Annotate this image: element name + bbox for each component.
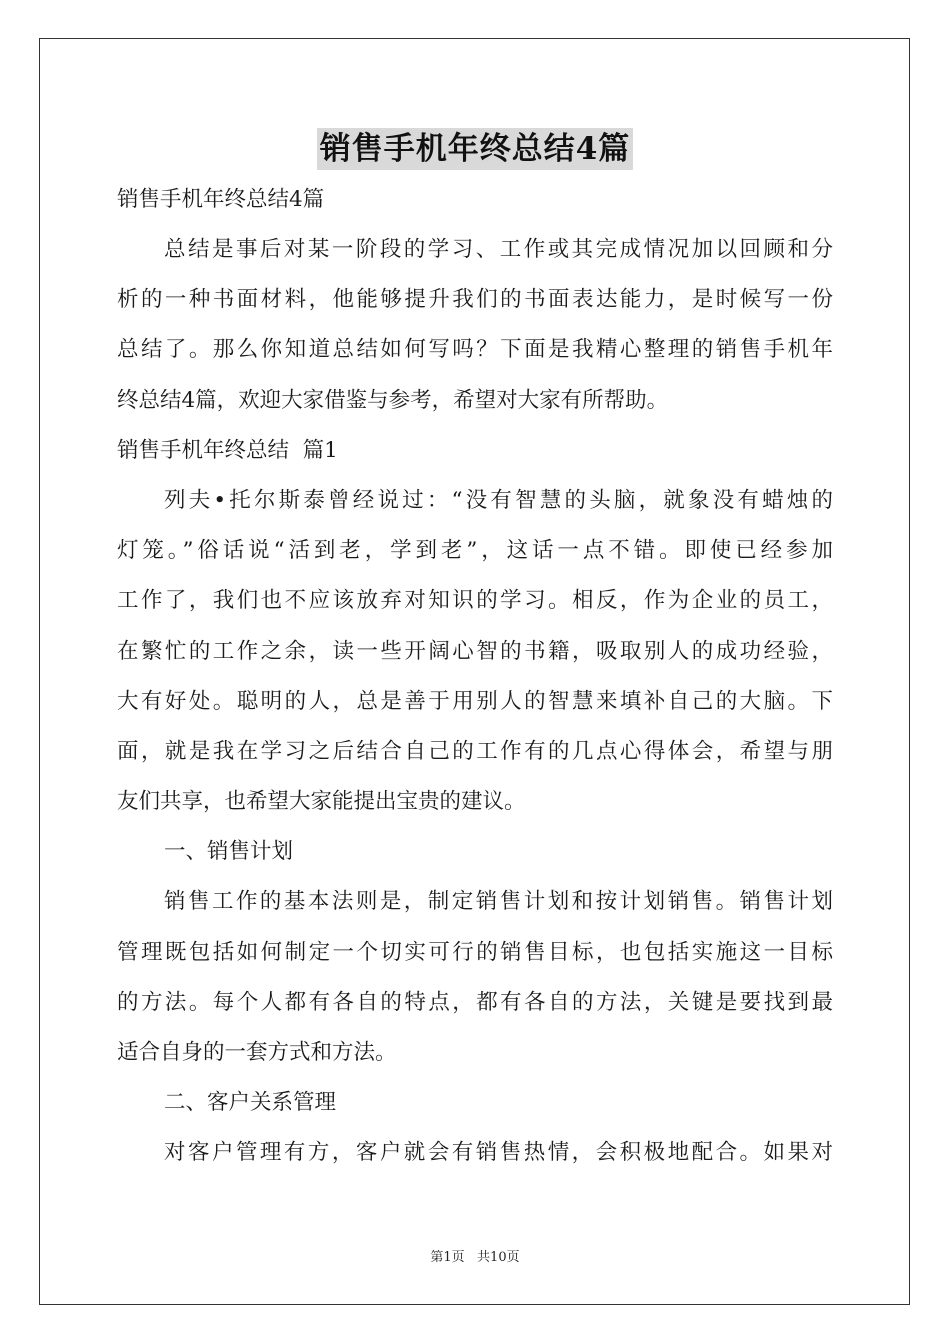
section-line: 灯笼。”俗话说“活到老，学到老”，这话一点不错。即使已经参加 — [117, 538, 833, 564]
section-line: 在繁忙的工作之余，读一些开阔心智的书籍，吸取别人的成功经验， — [117, 638, 833, 664]
intro-line: 总结是事后对某一阶段的学习、工作或其完成情况加以回顾和分 — [164, 237, 833, 262]
point1-line: 销售工作的基本法则是，制定销售计划和按计划销售。销售计划 — [164, 889, 833, 915]
intro-line: 析的一种书面材料，他能够提升我们的书面表达能力，是时候写一份 — [117, 287, 833, 313]
section-line: 友们共享，也希望大家能提出宝贵的建议。 — [117, 789, 526, 815]
document-subtitle: 销售手机年终总结4篇 — [117, 187, 325, 212]
point2-line: 对客户管理有方，客户就会有销售热情，会积极地配合。如果对 — [164, 1140, 833, 1166]
intro-line: 总结了。那么你知道总结如何写吗？下面是我精心整理的销售手机年 — [117, 337, 833, 363]
section-line: 大有好处。聪明的人，总是善于用别人的智慧来填补自己的大脑。下 — [117, 688, 833, 714]
section-heading: 销售手机年终总结 篇1 — [117, 437, 338, 463]
page-footer — [0, 1246, 950, 1265]
point1-line: 适合自身的一套方式和方法。 — [117, 1040, 397, 1065]
section-line: 面，就是我在学习之后结合自己的工作有的几点心得体会，希望与朋 — [117, 738, 833, 764]
document-body — [117, 180, 833, 1184]
section-line: 列夫•托尔斯泰曾经说过：“没有智慧的头脑，就象没有蜡烛的 — [164, 487, 833, 513]
title-container — [0, 128, 950, 170]
intro-line: 终总结4篇，欢迎大家借鉴与参考，希望对大家有所帮助。 — [117, 387, 669, 413]
point1-line: 管理既包括如何制定一个切实可行的销售目标，也包括实施这一目标 — [117, 939, 833, 965]
point1-line: 的方法。每个人都有各自的特点，都有各自的方法，关键是要找到最 — [117, 989, 833, 1015]
point-heading-sales-plan: 一、销售计划 — [164, 839, 294, 865]
document-title: 销售手机年终总结4篇 — [317, 128, 634, 170]
point-heading-customer-relations: 二、客户关系管理 — [164, 1090, 337, 1116]
page-number: 第1页 共10页 — [430, 1250, 520, 1265]
section-line: 工作了，我们也不应该放弃对知识的学习。相反，作为企业的员工， — [117, 588, 833, 614]
